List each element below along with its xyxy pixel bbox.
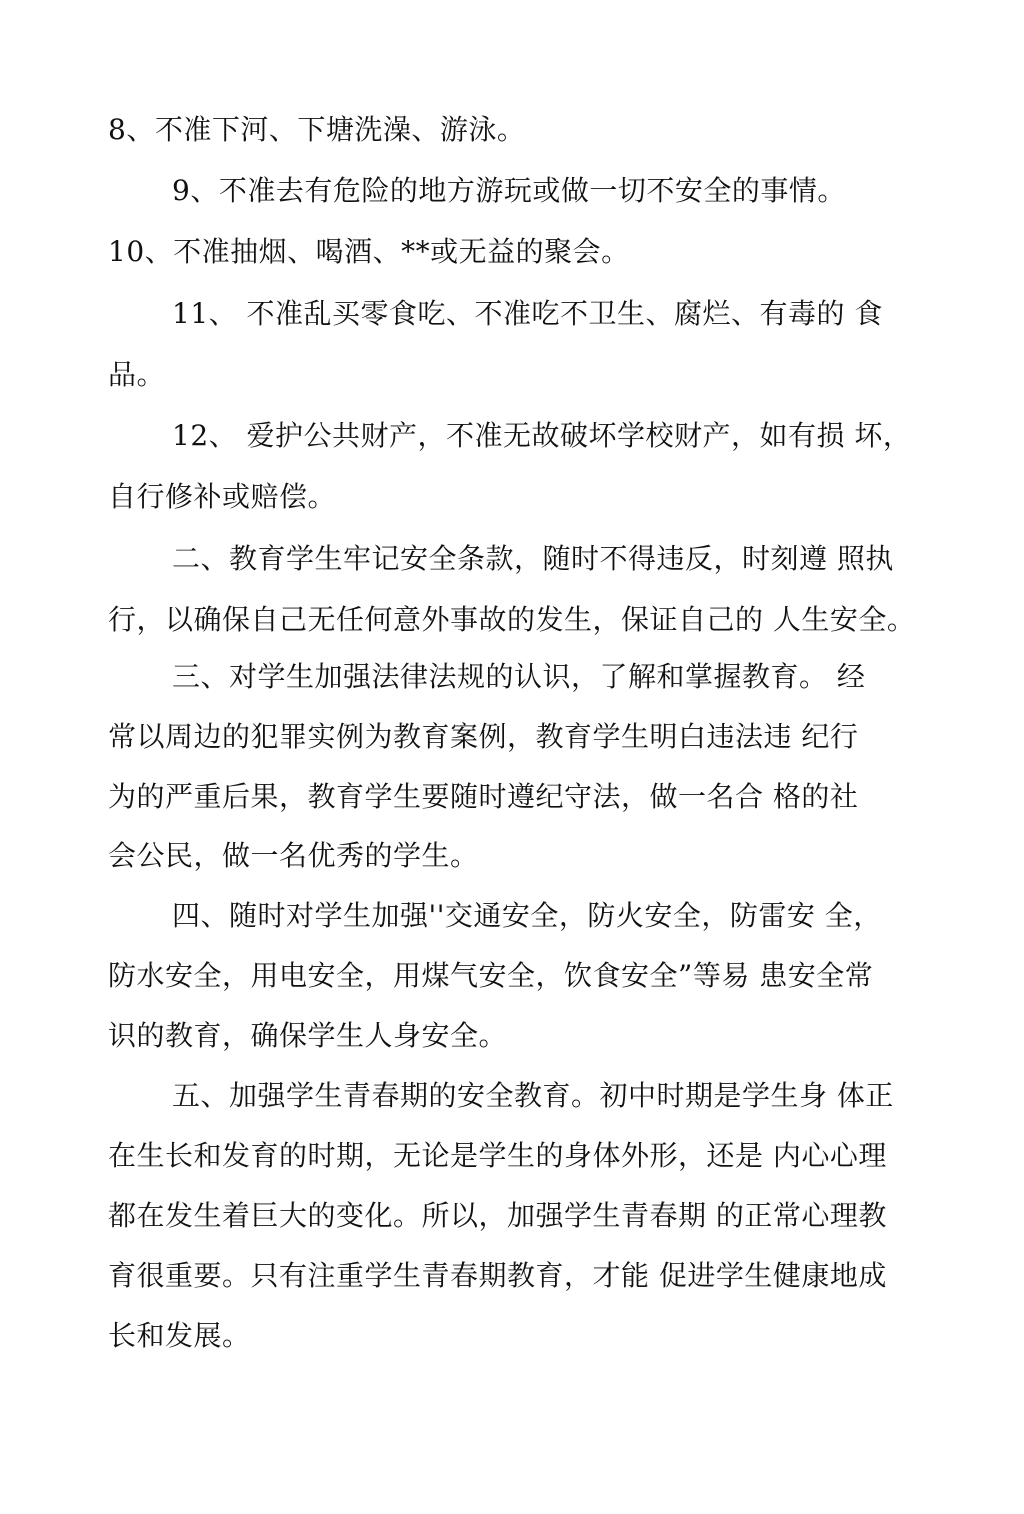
text-line-section-2: 二、教育学生牢记安全条款，随时不得违反，时刻遵 照执 bbox=[172, 542, 894, 575]
text-line-rule-11-cont: 品。 bbox=[108, 358, 166, 391]
text-line-section-3-cont-1: 常以周边的犯罪实例为教育案例，教育学生明白违法违 纪行 bbox=[108, 720, 859, 753]
text-line-section-5-cont-1: 在生长和发育的时期，无论是学生的身体外形，还是 内心心理 bbox=[108, 1139, 887, 1172]
text-line-section-3-cont-3: 会公民，做一名优秀的学生。 bbox=[108, 839, 479, 872]
text-line-section-5: 五、加强学生青春期的安全教育。初中时期是学生身 体正 bbox=[172, 1079, 894, 1112]
text-line-section-5-cont-2: 都在发生着巨大的变化。所以，加强学生青春期 的正常心理教 bbox=[108, 1199, 887, 1232]
text-line-section-4-cont-2: 识的教育，确保学生人身安全。 bbox=[108, 1019, 508, 1052]
text-line-section-4: 四、随时对学生加强''交通安全，防火安全，防雷安 全， bbox=[172, 899, 882, 932]
text-line-rule-8: 8、不准下河、下塘洗澡、游泳。 bbox=[108, 113, 526, 146]
text-line-section-5-cont-3: 育很重要。只有注重学生青春期教育，才能 促进学生健康地成 bbox=[108, 1259, 887, 1292]
text-line-rule-10: 10、不准抽烟、喝酒、**或无益的聚会。 bbox=[108, 235, 630, 268]
text-line-section-5-cont-4: 长和发展。 bbox=[108, 1319, 251, 1352]
text-line-rule-12-cont: 自行修补或赔偿。 bbox=[108, 480, 337, 513]
text-line-rule-9: 9、不准去有危险的地方游玩或做一切不安全的事情。 bbox=[172, 174, 846, 207]
text-line-section-3: 三、对学生加强法律法规的认识，了解和掌握教育。 经 bbox=[172, 660, 866, 693]
text-line-section-2-cont: 行，以确保自己无任何意外事故的发生，保证自己的 人生安全。 bbox=[108, 603, 916, 636]
text-line-section-4-cont-1: 防水安全，用电安全，用煤气安全，饮食安全”等易 患安全常 bbox=[108, 959, 874, 992]
text-line-rule-12: 12、 爱护公共财产，不准无故破坏学校财产，如有损 坏， bbox=[172, 419, 912, 452]
text-line-rule-11: 11、 不准乱买零食吃、不准吃不卫生、腐烂、有毒的 食 bbox=[172, 297, 883, 330]
text-line-section-3-cont-2: 为的严重后果，教育学生要随时遵纪守法，做一名合 格的社 bbox=[108, 780, 859, 813]
